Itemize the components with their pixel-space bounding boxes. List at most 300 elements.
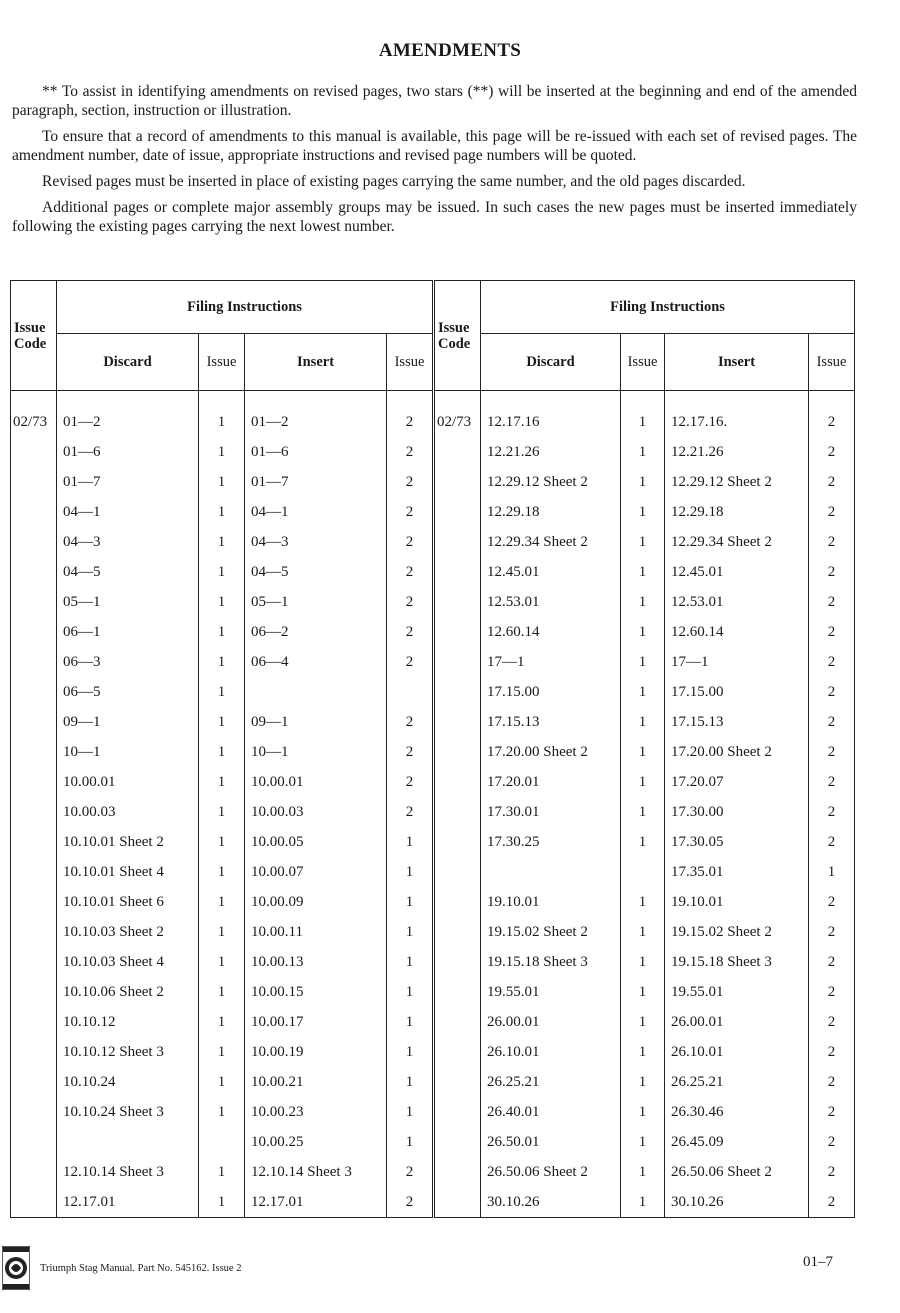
insert-issue-cell: 1 [387,1037,433,1067]
discard-issue-cell: 1 [199,497,245,527]
issue-header: Issue [387,334,433,391]
table-row [11,857,433,887]
insert-cell: 19.15.02 Sheet 2 [665,917,809,947]
issue-code-cell [435,557,481,587]
discard-issue-cell: 1 [199,887,245,917]
insert-issue-cell: 2 [809,1097,855,1127]
discard-cell: 10.10.12 [57,1007,199,1037]
intro-paragraph: Additional pages or complete major assembly groups may be issued. In such cases the new pages must be inserted immediately following the existing pages carrying the next lowest number. [12,199,857,235]
insert-cell: 26.00.01 [665,1007,809,1037]
discard-cell: 19.15.02 Sheet 2 [481,917,621,947]
filing-table [10,280,433,1218]
table-row [11,827,433,857]
insert-issue-cell: 2 [387,1187,433,1218]
insert-cell: 10.00.03 [245,797,387,827]
table-row [435,497,855,527]
discard-cell: 10.00.01 [57,767,199,797]
insert-issue-cell: 2 [809,467,855,497]
insert-issue-cell: 2 [809,497,855,527]
discard-cell: 12.53.01 [481,587,621,617]
issue-code-cell [435,917,481,947]
issue-code-cell [11,467,57,497]
discard-issue-cell: 1 [621,391,665,438]
issue-code-cell [11,437,57,467]
discard-cell: 01—2 [57,391,199,438]
insert-issue-cell: 2 [387,737,433,767]
intro-paragraph: ** To assist in identifying amendments on revised pages, two stars (**) will be inserted at the beginning and end of the amended paragraph, section, instruction or illustration. [12,83,857,119]
issue-code-cell [435,1157,481,1187]
discard-issue-cell: 1 [621,827,665,857]
insert-cell: 05—1 [245,587,387,617]
discard-issue-cell: 1 [621,497,665,527]
issue-code-cell [435,737,481,767]
table-row [435,1067,855,1097]
discard-issue-cell: 1 [621,437,665,467]
insert-issue-cell: 2 [809,677,855,707]
issue-code-cell [435,827,481,857]
insert-cell: 17.20.00 Sheet 2 [665,737,809,767]
insert-issue-cell: 2 [809,737,855,767]
issue-code-cell [11,797,57,827]
insert-issue-cell: 1 [387,947,433,977]
issue-header: Issue [809,334,855,391]
discard-issue-cell: 1 [621,1067,665,1097]
discard-issue-cell: 1 [199,707,245,737]
intro-paragraph: Revised pages must be inserted in place of existing pages carrying the same number, and the old pages discarded. [42,173,746,190]
discard-cell: 17.30.01 [481,797,621,827]
insert-cell: 10.00.05 [245,827,387,857]
page-title: AMENDMENTS [378,40,522,61]
discard-issue-cell: 1 [199,1187,245,1218]
discard-cell: 17—1 [481,647,621,677]
insert-cell: 06—4 [245,647,387,677]
footer-manual-reference: Triumph Stag Manual. Part No. 545162. Issue 2 [40,1263,242,1274]
table-row [11,677,433,707]
table-row [435,467,855,497]
issue-code-cell [11,1037,57,1067]
insert-cell: 26.45.09 [665,1127,809,1157]
insert-issue-cell: 2 [387,647,433,677]
insert-issue-cell: 2 [809,557,855,587]
table-row [11,647,433,677]
insert-issue-cell: 2 [387,391,433,438]
issue-code-cell [435,617,481,647]
discard-issue-cell: 1 [621,767,665,797]
discard-cell: 10.00.03 [57,797,199,827]
insert-cell: 10.00.13 [245,947,387,977]
amendments-table-left [10,280,432,1218]
issue-code-cell: 02/73 [11,391,57,438]
insert-issue-cell: 1 [387,977,433,1007]
issue-code-cell [11,557,57,587]
discard-issue-cell: 1 [199,587,245,617]
discard-issue-cell: 1 [199,1037,245,1067]
issue-code-cell [435,977,481,1007]
insert-issue-cell: 2 [809,1187,855,1218]
table-body [435,391,855,1218]
discard-issue-cell: 1 [199,797,245,827]
insert-cell: 12.29.18 [665,497,809,527]
insert-cell: 17.35.01 [665,857,809,887]
insert-issue-cell: 2 [387,437,433,467]
insert-cell: 10.00.15 [245,977,387,1007]
insert-cell: 17.30.05 [665,827,809,857]
discard-cell: 19.15.18 Sheet 3 [481,947,621,977]
insert-cell: 17.30.00 [665,797,809,827]
issue-code-cell [11,1007,57,1037]
table-row [435,647,855,677]
discard-issue-cell: 1 [199,467,245,497]
table-row [435,1037,855,1067]
insert-cell: 12.21.26 [665,437,809,467]
discard-issue-cell [621,857,665,887]
insert-cell: 12.45.01 [665,557,809,587]
insert-cell: 26.10.01 [665,1037,809,1067]
discard-issue-cell: 1 [621,947,665,977]
table-row [11,391,433,438]
discard-issue-cell: 1 [621,917,665,947]
insert-cell: 19.55.01 [665,977,809,1007]
table-row [11,527,433,557]
discard-issue-cell: 1 [199,767,245,797]
table-row [435,797,855,827]
issue-code-cell [11,617,57,647]
insert-issue-cell: 1 [387,1007,433,1037]
discard-cell: 04—5 [57,557,199,587]
insert-cell: 01—6 [245,437,387,467]
issue-code-cell [435,767,481,797]
insert-cell: 01—7 [245,467,387,497]
issue-code-cell [435,947,481,977]
filing-instructions-header: Filing Instructions [57,281,433,334]
insert-issue-cell: 1 [387,917,433,947]
insert-issue-cell: 2 [809,437,855,467]
discard-issue-cell: 1 [199,857,245,887]
discard-issue-cell: 1 [621,707,665,737]
issue-code-cell [435,1007,481,1037]
issue-code-cell [11,587,57,617]
discard-cell [57,1127,199,1157]
discard-cell: 06—5 [57,677,199,707]
discard-issue-cell: 1 [621,677,665,707]
insert-cell: 10.00.23 [245,1097,387,1127]
issue-code-cell [435,677,481,707]
insert-cell: 12.17.16. [665,391,809,438]
insert-issue-cell: 2 [809,1007,855,1037]
discard-cell: 09—1 [57,707,199,737]
table-row [435,1007,855,1037]
insert-issue-cell: 1 [387,1067,433,1097]
table-row [11,737,433,767]
discard-issue-cell: 1 [199,827,245,857]
discard-issue-cell: 1 [621,527,665,557]
issue-code-cell [435,437,481,467]
insert-cell: 10.00.07 [245,857,387,887]
discard-cell: 26.25.21 [481,1067,621,1097]
discard-issue-cell [199,1127,245,1157]
discard-issue-cell: 1 [199,737,245,767]
discard-cell [481,857,621,887]
insert-issue-cell: 2 [809,977,855,1007]
insert-cell: 10.00.11 [245,917,387,947]
filing-instructions-header: Filing Instructions [481,281,855,334]
page-number: 01–7 [803,1254,833,1270]
discard-cell: 26.50.06 Sheet 2 [481,1157,621,1187]
issue-code-cell [435,1127,481,1157]
insert-cell [245,677,387,707]
table-row [435,887,855,917]
discard-issue-cell: 1 [621,647,665,677]
issue-code-cell [435,857,481,887]
table-row [11,467,433,497]
discard-cell: 26.50.01 [481,1127,621,1157]
insert-issue-cell: 2 [809,917,855,947]
discard-cell: 12.45.01 [481,557,621,587]
discard-cell: 10—1 [57,737,199,767]
issue-code-cell: 02/73 [435,391,481,438]
discard-cell: 05—1 [57,587,199,617]
table-row [11,767,433,797]
discard-cell: 12.21.26 [481,437,621,467]
discard-cell: 12.17.01 [57,1187,199,1218]
discard-issue-cell: 1 [199,1157,245,1187]
discard-cell: 10.10.12 Sheet 3 [57,1037,199,1067]
discard-issue-cell: 1 [621,797,665,827]
discard-issue-cell: 1 [199,977,245,1007]
insert-cell: 12.60.14 [665,617,809,647]
insert-cell: 17.15.13 [665,707,809,737]
issue-code-cell [11,647,57,677]
issue-code-cell [435,1097,481,1127]
insert-cell: 10.00.19 [245,1037,387,1067]
amendments-table-right [434,280,854,1218]
discard-issue-cell: 1 [199,527,245,557]
issue-code-cell [11,977,57,1007]
issue-code-header: Issue Code [435,281,481,391]
insert-cell: 12.53.01 [665,587,809,617]
insert-issue-cell: 1 [387,857,433,887]
insert-cell: 17.15.00 [665,677,809,707]
issue-code-cell [11,917,57,947]
discard-cell: 12.29.18 [481,497,621,527]
table-row [11,707,433,737]
table-row [11,917,433,947]
table-row [11,887,433,917]
table-row [11,1007,433,1037]
table-row [11,587,433,617]
issue-code-cell [11,1157,57,1187]
issue-code-header: Issue Code [11,281,57,391]
insert-issue-cell: 2 [809,1067,855,1097]
discard-cell: 10.10.01 Sheet 6 [57,887,199,917]
insert-issue-cell: 2 [387,587,433,617]
insert-cell: 19.10.01 [665,887,809,917]
issue-code-cell [435,797,481,827]
discard-issue-cell: 1 [621,1127,665,1157]
insert-cell: 12.17.01 [245,1187,387,1218]
discard-cell: 26.00.01 [481,1007,621,1037]
discard-issue-cell: 1 [199,1007,245,1037]
discard-cell: 01—7 [57,467,199,497]
insert-issue-cell: 1 [809,857,855,887]
issue-code-cell [435,497,481,527]
table-row [435,677,855,707]
discard-cell: 12.17.16 [481,391,621,438]
insert-cell: 10.00.21 [245,1067,387,1097]
insert-issue-cell: 2 [809,647,855,677]
insert-issue-cell: 2 [809,527,855,557]
table-row [11,1037,433,1067]
discard-cell: 10.10.01 Sheet 2 [57,827,199,857]
table-row [11,1097,433,1127]
discard-cell: 10.10.03 Sheet 2 [57,917,199,947]
discard-issue-cell: 1 [621,587,665,617]
insert-issue-cell: 2 [387,527,433,557]
discard-cell: 19.10.01 [481,887,621,917]
discard-issue-cell: 1 [621,1037,665,1067]
issue-code-cell [11,767,57,797]
insert-cell: 19.15.18 Sheet 3 [665,947,809,977]
issue-code-cell [435,467,481,497]
insert-cell: 26.50.06 Sheet 2 [665,1157,809,1187]
discard-issue-cell: 1 [621,557,665,587]
table-row [435,1157,855,1187]
table-row [435,737,855,767]
issue-code-cell [11,707,57,737]
table-row [435,827,855,857]
discard-cell: 01—6 [57,437,199,467]
discard-cell: 10.10.03 Sheet 4 [57,947,199,977]
issue-header: Issue [199,334,245,391]
insert-cell: 10.00.25 [245,1127,387,1157]
table-row [435,977,855,1007]
discard-cell: 04—1 [57,497,199,527]
table-row [11,1157,433,1187]
discard-cell: 19.55.01 [481,977,621,1007]
table-row [435,437,855,467]
discard-issue-cell: 1 [621,1187,665,1218]
discard-cell: 10.10.24 Sheet 3 [57,1097,199,1127]
insert-cell: 30.10.26 [665,1187,809,1218]
insert-issue-cell: 2 [387,497,433,527]
discard-issue-cell: 1 [199,647,245,677]
discard-cell: 04—3 [57,527,199,557]
table-row [435,1097,855,1127]
discard-cell: 06—1 [57,617,199,647]
discard-issue-cell: 1 [621,887,665,917]
table-row [435,1187,855,1218]
insert-issue-cell: 2 [387,617,433,647]
discard-cell: 10.10.06 Sheet 2 [57,977,199,1007]
table-row [11,497,433,527]
discard-issue-cell: 1 [621,737,665,767]
table-row [435,767,855,797]
discard-cell: 12.10.14 Sheet 3 [57,1157,199,1187]
insert-header: Insert [245,334,387,391]
insert-issue-cell: 1 [387,1127,433,1157]
table-row [435,527,855,557]
issue-code-cell [11,1127,57,1157]
issue-code-cell [11,1187,57,1218]
issue-code-cell [435,707,481,737]
discard-cell: 10.10.24 [57,1067,199,1097]
table-row [11,617,433,647]
table-row [435,587,855,617]
discard-header: Discard [481,334,621,391]
insert-issue-cell: 2 [809,1037,855,1067]
insert-cell: 04—5 [245,557,387,587]
insert-cell: 26.25.21 [665,1067,809,1097]
table-row [435,1127,855,1157]
table-row [11,947,433,977]
insert-cell: 12.29.12 Sheet 2 [665,467,809,497]
insert-cell: 09—1 [245,707,387,737]
table-row [11,557,433,587]
issue-header: Issue [621,334,665,391]
discard-issue-cell: 1 [621,1007,665,1037]
discard-issue-cell: 1 [199,677,245,707]
insert-issue-cell: 2 [809,617,855,647]
table-row [11,797,433,827]
insert-issue-cell: 2 [809,1157,855,1187]
table-body [11,391,433,1218]
discard-cell: 17.15.13 [481,707,621,737]
insert-issue-cell [387,677,433,707]
discard-cell: 26.10.01 [481,1037,621,1067]
issue-code-cell [435,1187,481,1218]
british-leyland-logo-icon [2,1246,30,1290]
discard-cell: 06—3 [57,647,199,677]
insert-cell: 17—1 [665,647,809,677]
table-row [11,1127,433,1157]
issue-code-cell [11,857,57,887]
insert-issue-cell: 2 [387,797,433,827]
insert-issue-cell: 1 [387,887,433,917]
insert-issue-cell: 2 [809,887,855,917]
insert-issue-cell: 2 [809,707,855,737]
issue-code-cell [435,587,481,617]
intro-paragraph: To ensure that a record of amendments to this manual is available, this page will be re-issued with each set of revised pages. The amendment number, date of issue, appropriate instructions and revised page numbers will be quoted. [12,128,857,164]
table-row [435,917,855,947]
insert-issue-cell: 2 [809,587,855,617]
issue-code-cell [435,1067,481,1097]
insert-issue-cell: 1 [387,827,433,857]
insert-issue-cell: 2 [387,467,433,497]
discard-cell: 12.29.34 Sheet 2 [481,527,621,557]
insert-issue-cell: 2 [809,947,855,977]
issue-code-cell [11,1097,57,1127]
table-row [11,437,433,467]
insert-issue-cell: 2 [387,767,433,797]
issue-code-cell [11,737,57,767]
insert-issue-cell: 2 [387,1157,433,1187]
discard-issue-cell: 1 [621,1157,665,1187]
insert-cell: 12.10.14 Sheet 3 [245,1157,387,1187]
issue-code-cell [11,887,57,917]
discard-issue-cell: 1 [621,977,665,1007]
intro-text [12,82,857,243]
table-row [11,1187,433,1218]
issue-code-cell [11,947,57,977]
discard-cell: 17.30.25 [481,827,621,857]
discard-issue-cell: 1 [199,557,245,587]
insert-issue-cell: 2 [387,557,433,587]
filing-table [434,280,855,1218]
insert-issue-cell: 2 [809,797,855,827]
table-row [435,707,855,737]
discard-cell: 10.10.01 Sheet 4 [57,857,199,887]
insert-cell: 10.00.01 [245,767,387,797]
